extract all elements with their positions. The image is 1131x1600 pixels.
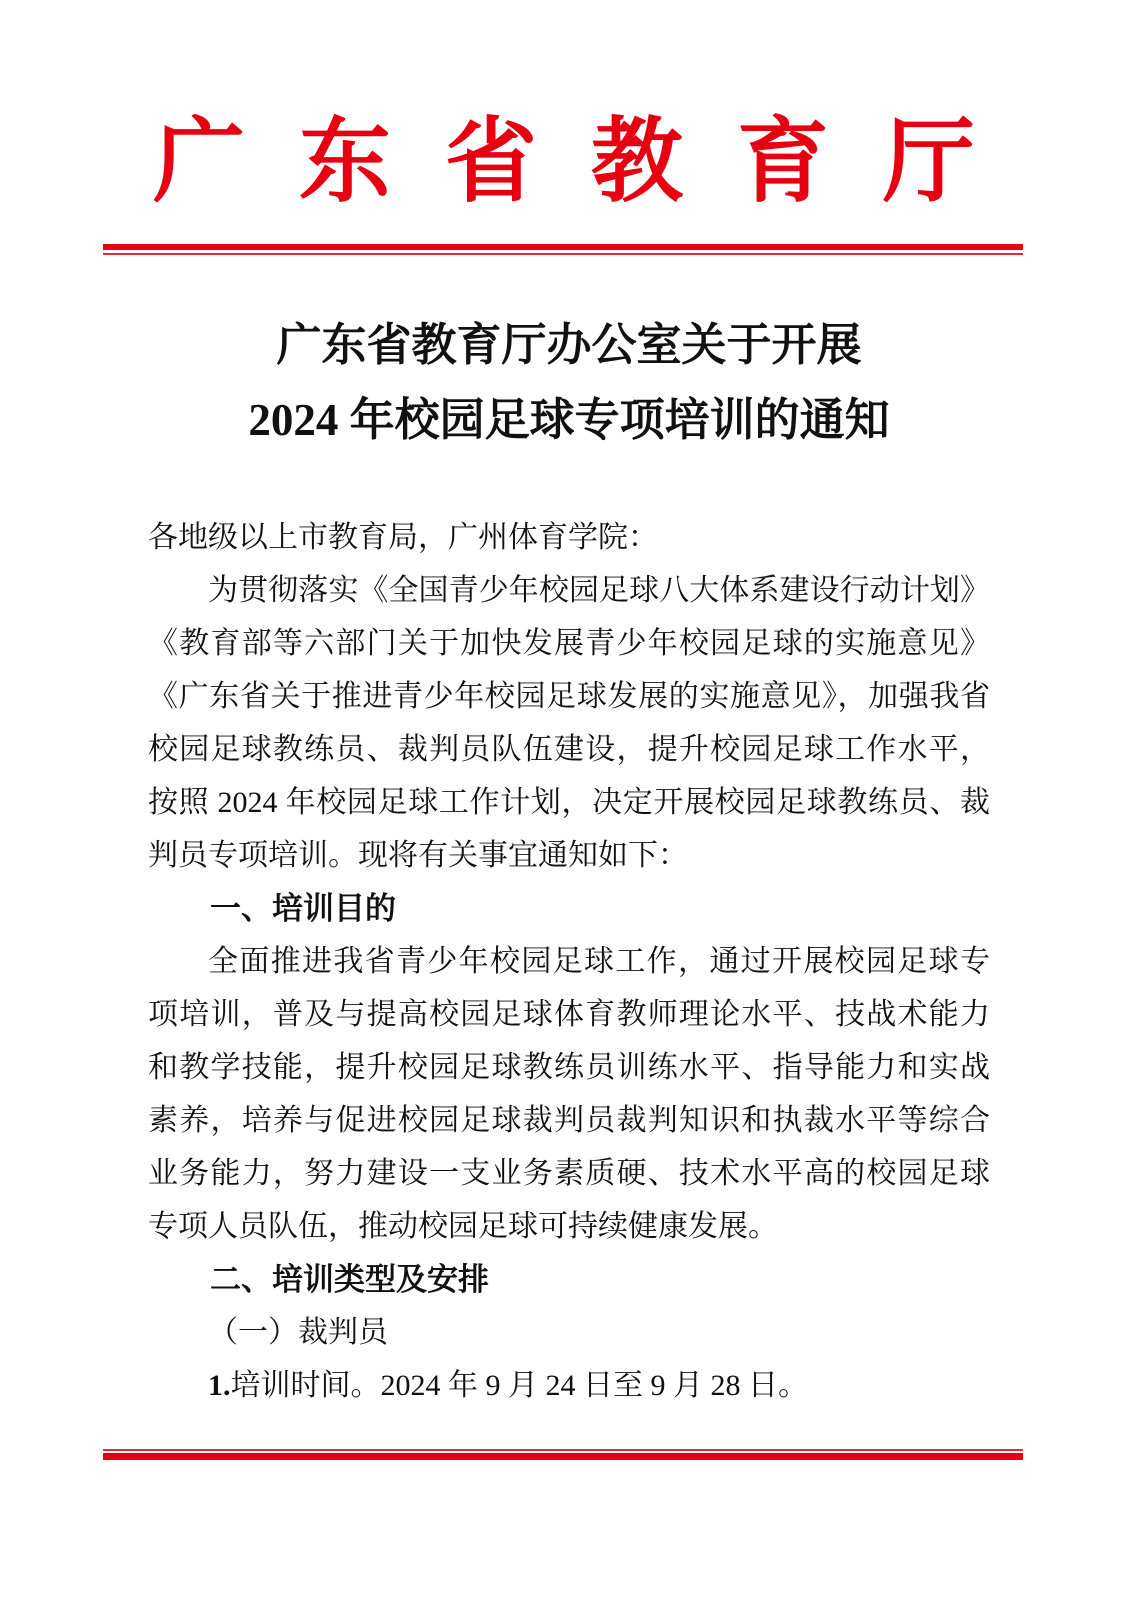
header-rule-thick (103, 244, 1023, 250)
paragraph-line: 判员专项培训。现将有关事宜通知如下： (148, 839, 688, 872)
paragraph-line: 《广东省关于推进青少年校园足球发展的实施意见》，加强我省 (148, 680, 990, 713)
subsection-heading: （一）裁判员 (208, 1316, 388, 1349)
letterhead-char: 广 (153, 111, 246, 213)
letterhead-char: 育 (736, 111, 829, 213)
item-line (148, 1359, 990, 1412)
paragraph-line: 项培训，普及与提高校园足球体育教师理论水平、技战术能力 (148, 998, 990, 1031)
document-title (148, 308, 990, 458)
footer-rule-thick (103, 1453, 1023, 1460)
letterhead-char: 省 (444, 111, 537, 213)
item-text: 培训时间。2024 年 9 月 24 日至 9 月 28 日。 (230, 1369, 808, 1402)
paragraph-line: 专项人员队伍，推动校园足球可持续健康发展。 (148, 1210, 778, 1243)
footer-rule-thin (103, 1449, 1023, 1451)
section-heading-two: 二、培训类型及安排 (210, 1262, 489, 1297)
doc-title-line1: 广东省教育厅办公室关于开展 (276, 320, 862, 370)
paragraph-line: 和教学技能，提升校园足球教练员训练水平、指导能力和实战 (148, 1051, 990, 1084)
letterhead-char: 教 (590, 111, 683, 213)
salutation-line: 各地级以上市教育局，广州体育学院： (148, 521, 658, 554)
paragraph-line: 《教育部等六部门关于加快发展青少年校园足球的实施意见》 (148, 627, 990, 660)
paragraph-line: 素养，培养与促进校园足球裁判员裁判知识和执裁水平等综合 (148, 1104, 990, 1137)
item-number: 1. (208, 1369, 231, 1402)
doc-title-line2: 2024 年校园足球专项培训的通知 (248, 395, 890, 445)
paragraph-line: 业务能力，努力建设一支业务素质硬、技术水平高的校园足球 (148, 1157, 990, 1190)
header-rule-thin (103, 253, 1023, 255)
section-heading-one: 一、培训目的 (210, 891, 396, 926)
letterhead-char: 东 (298, 111, 391, 213)
paragraph-line: 为贯彻落实《全国青少年校园足球八大体系建设行动计划》 (208, 574, 990, 607)
letterhead-char: 厅 (882, 111, 975, 213)
document-body (148, 511, 990, 1412)
paragraph-line: 按照 2024 年校园足球工作计划，决定开展校园足球教练员、裁 (148, 786, 990, 819)
agency-letterhead (153, 112, 975, 212)
paragraph-line: 全面推进我省青少年校园足球工作，通过开展校园足球专 (208, 945, 990, 978)
paragraph-line: 校园足球教练员、裁判员队伍建设，提升校园足球工作水平， (148, 733, 990, 766)
